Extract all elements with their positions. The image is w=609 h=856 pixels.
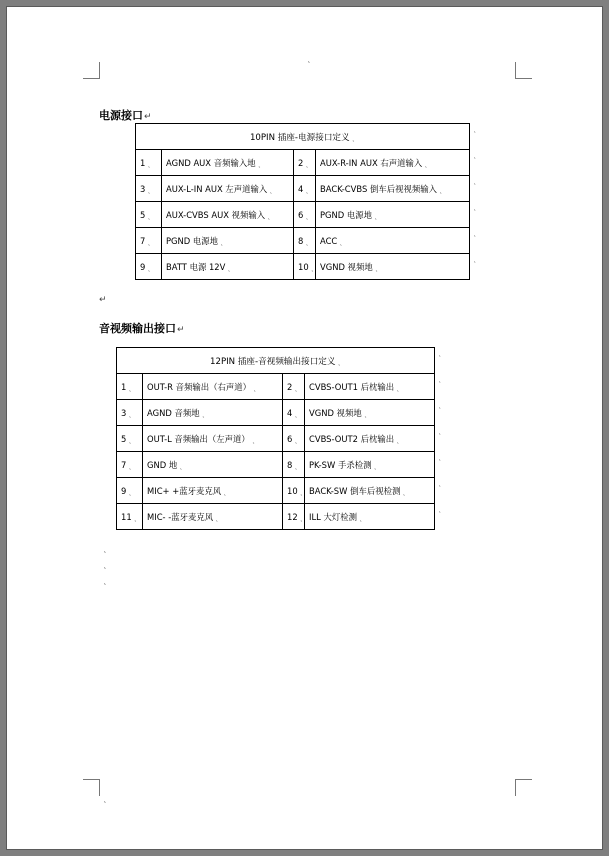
cell-text: 2 <box>298 157 304 168</box>
section1-heading[interactable] <box>99 107 152 123</box>
cell-end-mark: ˛ <box>374 211 378 220</box>
cell-end-mark: ˛ <box>179 461 183 470</box>
table-cell-num-a[interactable] <box>117 426 143 452</box>
row-end-mark: ˛ <box>473 177 477 185</box>
row-end-mark: ˛ <box>438 505 442 513</box>
table-cell-desc-a[interactable] <box>162 176 294 202</box>
table-12pin <box>116 347 435 530</box>
table-cell-num-a[interactable] <box>136 176 162 202</box>
table-cell-num-a[interactable] <box>117 452 143 478</box>
row-end-mark: ˛ <box>438 479 442 487</box>
cell-end-mark: ˛ <box>294 383 298 392</box>
row-end-mark: ˛ <box>438 375 442 383</box>
cell-text: PGND 电源地 <box>320 209 373 220</box>
cell-end-mark: ˛ <box>358 513 363 522</box>
table-cell-desc-b[interactable] <box>305 452 435 478</box>
cell-end-mark: ˛ <box>128 409 132 418</box>
table-cell-desc-a[interactable] <box>143 426 283 452</box>
table-row <box>136 228 470 254</box>
cell-end-mark: ˛ <box>147 211 151 220</box>
table-row <box>136 254 470 280</box>
table-cell-num-b[interactable] <box>294 176 316 202</box>
table-cell-desc-b[interactable] <box>305 400 435 426</box>
table-cell-desc-a[interactable] <box>162 254 294 280</box>
cell-end-mark: ˛ <box>305 211 309 220</box>
cell-text: BACK-SW 倒车后视检测 <box>309 485 401 496</box>
cell-text: 5 <box>121 433 127 444</box>
cell-end-mark: ˛ <box>147 263 151 272</box>
table-row <box>136 202 470 228</box>
table-row <box>117 400 435 426</box>
table-cell-num-a[interactable] <box>117 374 143 400</box>
cell-end-mark: ˛ <box>147 159 151 168</box>
table-title: 10PIN 插座-电源接口定义 <box>249 132 350 143</box>
cell-text: AUX-L-IN AUX 左声道输入 <box>166 183 268 194</box>
cell-end-mark: ˛ <box>339 237 343 246</box>
cell-end-mark: ˛ <box>215 513 219 522</box>
cell-text: MIC+ +蓝牙麦克风 <box>147 485 222 496</box>
cell-end-mark: ˛ <box>133 513 138 522</box>
cell-end-mark: ˛ <box>438 185 443 194</box>
cell-text: 12 <box>287 511 298 522</box>
cell-text: 6 <box>298 209 304 220</box>
cell-end-mark: ˛ <box>299 487 304 496</box>
cell-text: VGND 视频地 <box>320 261 373 272</box>
cell-end-mark: ˛ <box>305 159 309 168</box>
cell-end-mark: ˛ <box>294 409 298 418</box>
paragraph-mark: ↵ <box>144 112 152 122</box>
cell-text: 11 <box>121 511 132 522</box>
table-cell-num-a[interactable] <box>136 228 162 254</box>
row-end-mark: ˛ <box>473 125 477 133</box>
cell-text: ILL 大灯检测 <box>309 511 357 522</box>
cell-end-mark: ˛ <box>299 513 304 522</box>
cell-end-mark: ˛ <box>402 487 406 496</box>
table-cell-desc-a[interactable] <box>143 478 283 504</box>
table-row <box>117 504 435 530</box>
cell-end-mark: ˛ <box>396 435 400 444</box>
cell-text: 4 <box>298 183 304 194</box>
table-cell-num-b[interactable] <box>294 202 316 228</box>
cell-text: 8 <box>287 459 293 470</box>
cell-end-mark: ˛ <box>424 159 428 168</box>
crop-mark-bottom-left <box>83 779 100 796</box>
cell-end-mark: ˛ <box>220 237 224 246</box>
row-end-mark: ˛ <box>473 151 477 159</box>
empty-paragraph-3: ˛ <box>103 576 107 585</box>
table-cell-desc-a[interactable] <box>162 150 294 176</box>
cell-text: MIC- -蓝牙麦克风 <box>147 511 214 522</box>
cell-end-mark: ˛ <box>373 461 377 470</box>
cell-end-mark: ˛ <box>223 487 227 496</box>
cell-text: 2 <box>287 381 293 392</box>
table-title-cell[interactable]: 12PIN 插座-音视频输出接口定义 ˛ <box>117 348 435 374</box>
row-end-mark: ˛ <box>438 401 442 409</box>
crop-mark-top-left <box>83 62 100 79</box>
footer-mark: ˛ <box>103 794 107 803</box>
cell-end-mark: ˛ <box>294 461 298 470</box>
cell-end-mark: ˛ <box>396 383 400 392</box>
table-cell-num-b[interactable] <box>283 504 305 530</box>
cell-text: AUX-R-IN AUX 右声道输入 <box>320 157 423 168</box>
cell-text: 5 <box>140 209 146 220</box>
cell-text: AGND AUX 音频输入地 <box>166 157 256 168</box>
table-cell-desc-a[interactable] <box>162 202 294 228</box>
table-10pin <box>135 123 470 280</box>
cell-text: 1 <box>140 157 146 168</box>
row-end-mark: ˛ <box>473 203 477 211</box>
table-cell-num-b[interactable] <box>283 478 305 504</box>
row-end-mark: ˛ <box>438 453 442 461</box>
cell-end-mark: ˛ <box>128 435 132 444</box>
table-row <box>117 374 435 400</box>
cell-text: AUX-CVBS AUX 视频输入 <box>166 209 266 220</box>
table-cell-num-a[interactable] <box>136 202 162 228</box>
paragraph-mark: ↵ <box>177 325 185 335</box>
table-cell-desc-b[interactable] <box>305 374 435 400</box>
blank-paragraph: ↵ <box>99 295 107 305</box>
table-row <box>136 176 470 202</box>
table-cell-num-a[interactable] <box>136 254 162 280</box>
cell-text: VGND 视频地 <box>309 407 362 418</box>
cell-end-mark: ˛ <box>251 435 256 444</box>
cell-end-mark: ˛ <box>128 487 132 496</box>
cell-text: CVBS-OUT1 后枕输出 <box>309 381 395 392</box>
cell-text: BACK-CVBS 倒车后视视频输入 <box>320 183 437 194</box>
crop-mark-bottom-right <box>515 779 532 796</box>
table-row <box>117 452 435 478</box>
crop-mark-top-right <box>515 62 532 79</box>
cell-text: 9 <box>140 261 146 272</box>
cell-text: 6 <box>287 433 293 444</box>
table-cell-num-a[interactable] <box>117 504 143 530</box>
row-end-mark: ˛ <box>473 229 477 237</box>
row-end-mark: ˛ <box>473 255 477 263</box>
cell-end-mark: ˛ <box>147 185 151 194</box>
table-cell-desc-b[interactable] <box>316 254 470 280</box>
table-cell-num-b[interactable] <box>294 254 316 280</box>
table-title: 12PIN 插座-音视频输出接口定义 <box>210 356 336 367</box>
cell-text: 9 <box>121 485 127 496</box>
table-row <box>117 426 435 452</box>
cell-end-mark: ˛ <box>305 237 309 246</box>
cell-text: BATT 电源 12V <box>166 261 226 272</box>
table-cell-desc-b[interactable] <box>305 478 435 504</box>
cell-text: ACC <box>320 235 338 246</box>
cell-text: 1 <box>121 381 127 392</box>
cell-text: OUT-R 音频输出（右声道） <box>147 381 251 392</box>
cell-end-mark: ˛ <box>363 409 368 418</box>
table-cell-desc-a[interactable] <box>143 374 283 400</box>
section2-heading[interactable] <box>99 320 185 336</box>
cell-end-mark: ˛ <box>310 263 315 272</box>
table-cell-desc-b[interactable] <box>316 176 470 202</box>
table-cell-desc-a[interactable] <box>143 504 283 530</box>
cell-text: 3 <box>121 407 127 418</box>
cell-text: AGND 音频地 <box>147 407 200 418</box>
header-mark: ˛ <box>307 54 311 63</box>
table-cell-desc-b[interactable] <box>305 504 435 530</box>
cell-end-mark: ˛ <box>201 409 206 418</box>
table-cell-num-a[interactable] <box>136 150 162 176</box>
table-cell-desc-b[interactable] <box>316 228 470 254</box>
table-cell-num-a[interactable] <box>117 400 143 426</box>
cell-text: 7 <box>140 235 146 246</box>
cell-end-mark: ˛ <box>269 185 273 194</box>
table-cell-desc-b[interactable] <box>316 202 470 228</box>
table-cell-num-b[interactable] <box>294 228 316 254</box>
cell-text: 7 <box>121 459 127 470</box>
cell-end-mark: ˛ <box>374 263 379 272</box>
cell-end-mark: ˛ <box>128 383 132 392</box>
table-cell-num-b[interactable] <box>283 400 305 426</box>
cell-text: OUT-L 音频输出（左声道） <box>147 433 250 444</box>
table-cell-desc-a[interactable] <box>143 452 283 478</box>
document-page <box>6 6 603 850</box>
cell-text: PGND 电源地 <box>166 235 219 246</box>
cell-text: 10 <box>287 485 298 496</box>
empty-paragraph-1: ˛ <box>103 544 107 553</box>
cell-end-mark: ˛ <box>227 263 231 272</box>
table-cell-num-b[interactable] <box>283 452 305 478</box>
table-cell-desc-a[interactable] <box>162 228 294 254</box>
cell-text: 10 <box>298 261 309 272</box>
table-cell-desc-b[interactable] <box>316 150 470 176</box>
cell-end-mark: ˛ <box>147 237 151 246</box>
table-cell-num-a[interactable] <box>117 478 143 504</box>
section2-heading-text: 音视频输出接口 <box>99 322 176 335</box>
cell-text: 3 <box>140 183 146 194</box>
table-cell-num-b[interactable] <box>283 374 305 400</box>
empty-paragraph-2: ˛ <box>103 560 107 569</box>
row-end-mark: ˛ <box>438 427 442 435</box>
cell-text: CVBS-OUT2 后枕输出 <box>309 433 395 444</box>
cell-end-mark: ˛ <box>294 435 298 444</box>
table-cell-num-b[interactable] <box>294 150 316 176</box>
cell-end-mark: ˛ <box>252 383 257 392</box>
cell-text: 4 <box>287 407 293 418</box>
table-row <box>117 478 435 504</box>
cell-end-mark: ˛ <box>267 211 271 220</box>
row-end-mark: ˛ <box>438 349 442 357</box>
table-cell-desc-a[interactable] <box>143 400 283 426</box>
table-title-cell[interactable]: 10PIN 插座-电源接口定义 ˛ <box>136 124 470 150</box>
table-cell-num-b[interactable] <box>283 426 305 452</box>
table-row <box>136 150 470 176</box>
cell-text: GND 地 <box>147 459 178 470</box>
cell-text: PK-SW 手杀检测 <box>309 459 372 470</box>
cell-end-mark: ˛ <box>128 461 132 470</box>
table-cell-desc-b[interactable] <box>305 426 435 452</box>
section1-heading-text: 电源接口 <box>99 109 143 122</box>
cell-text: 8 <box>298 235 304 246</box>
cell-end-mark: ˛ <box>257 159 262 168</box>
cell-end-mark: ˛ <box>305 185 309 194</box>
